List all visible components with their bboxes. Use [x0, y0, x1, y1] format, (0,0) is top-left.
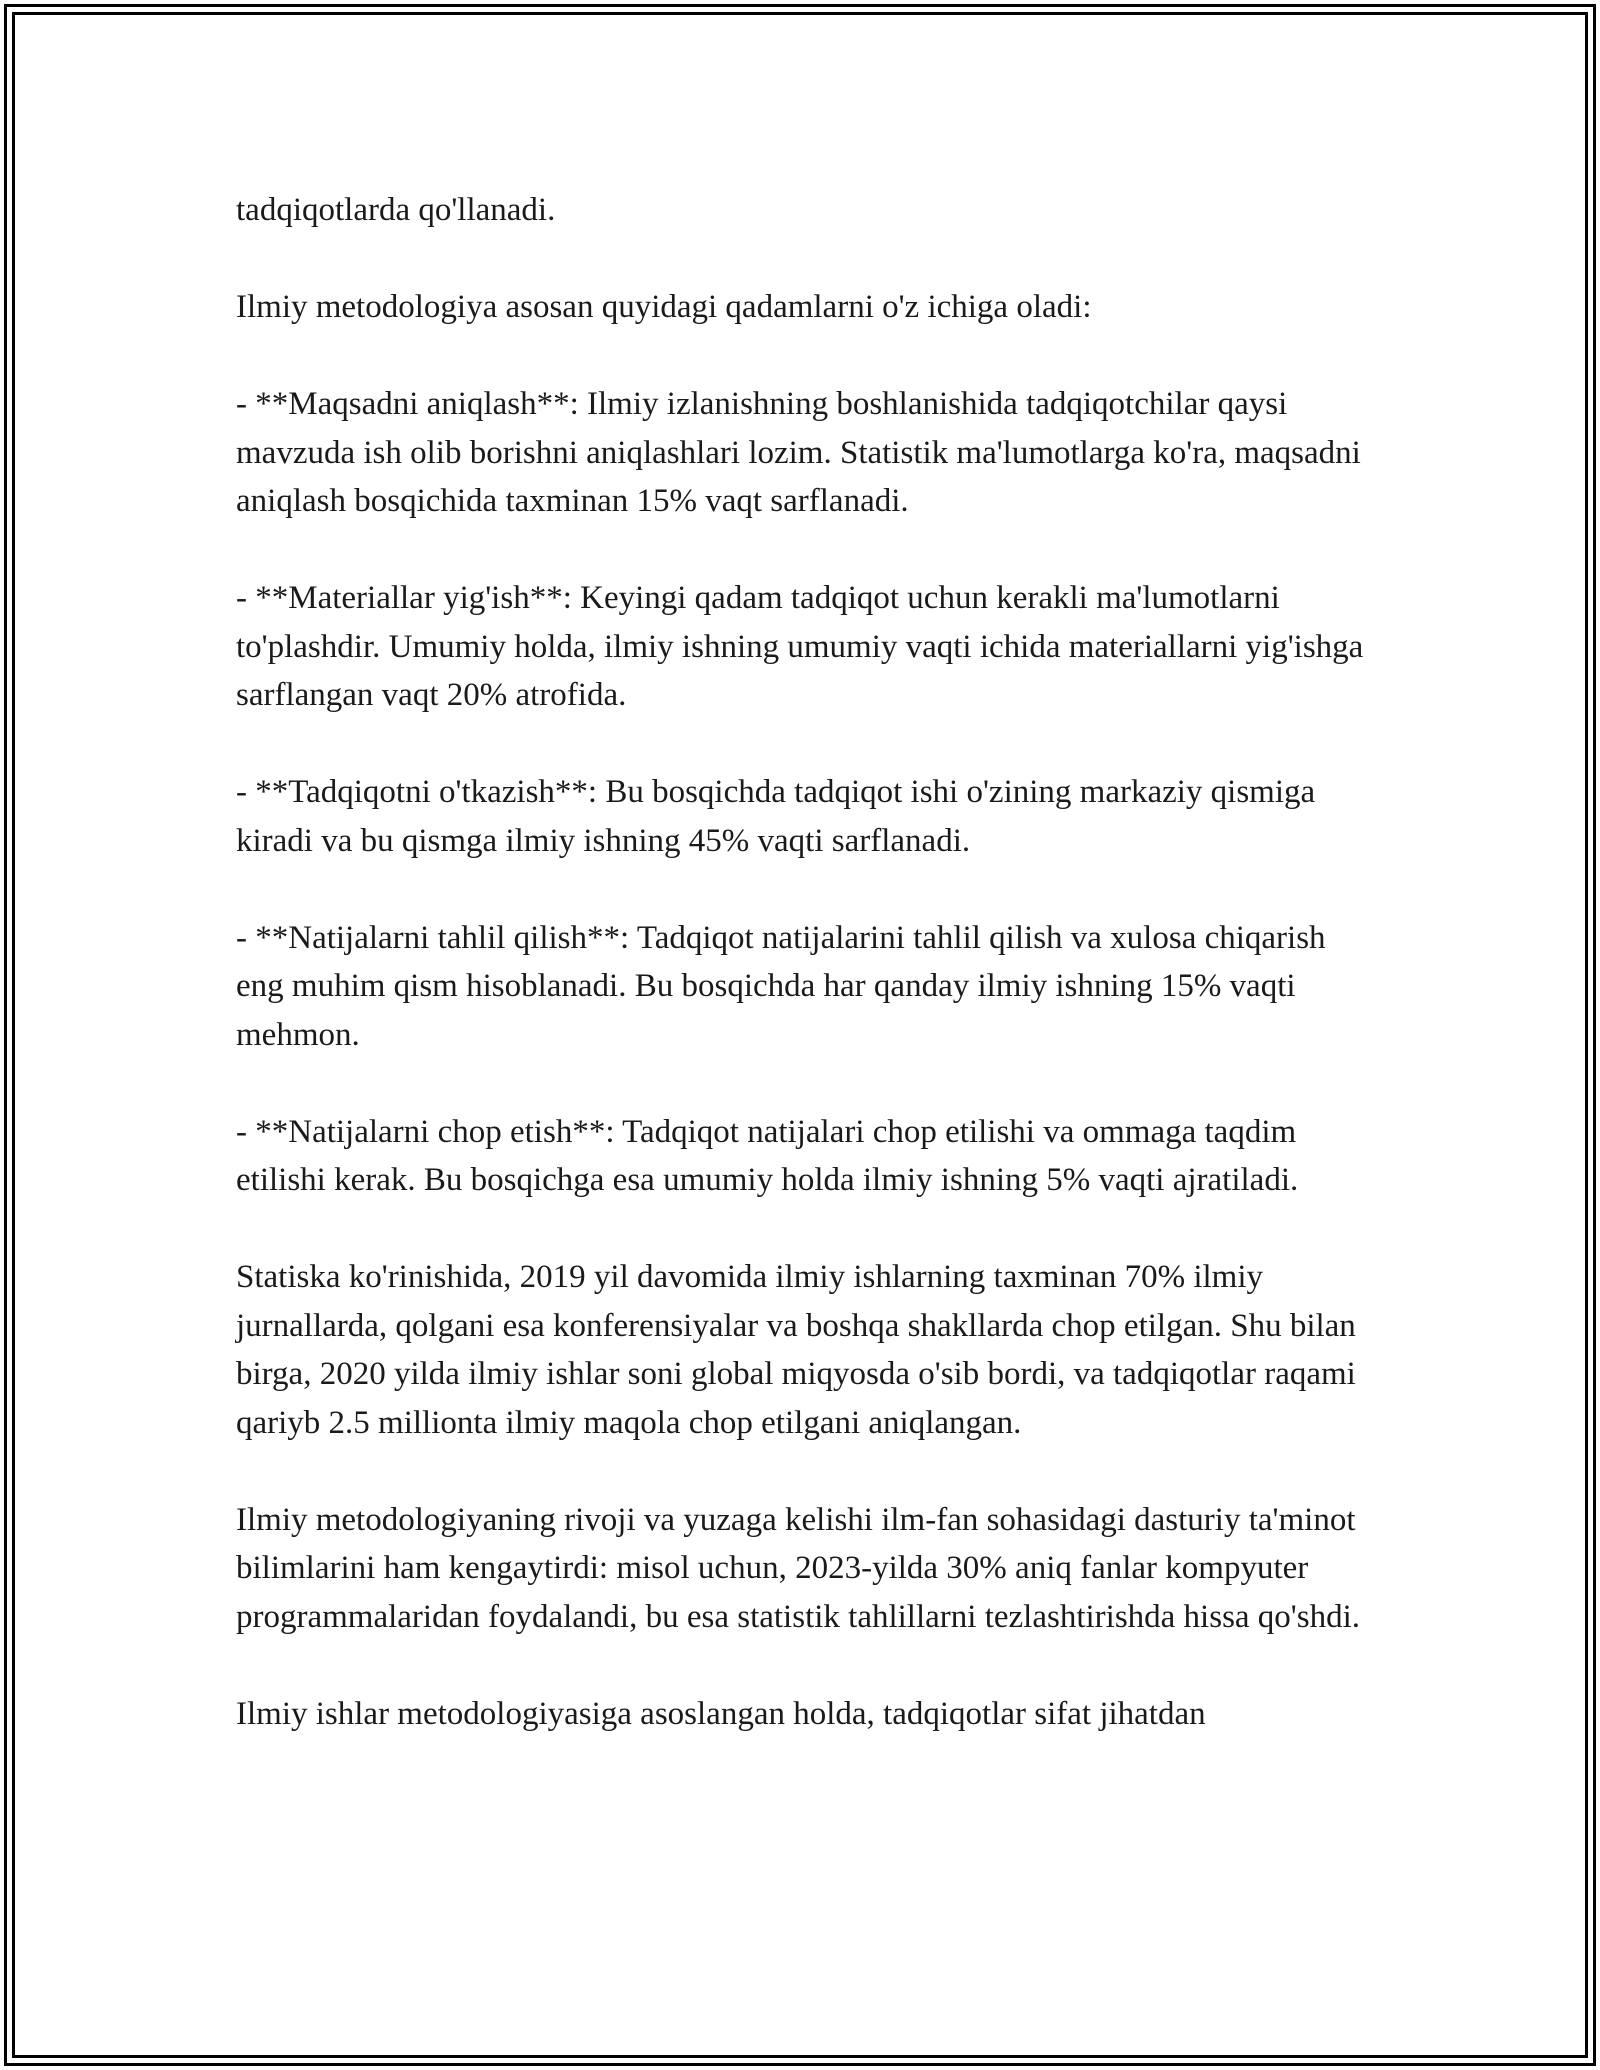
list-item-publishing: - **Natijalarni chop etish**: Tadqiqot natijalari chop etilishi va ommaga taqdim etilishi kerak. Bu bosqichga esa umumiy holda ilmiy ishning 5% vaqti ajratiladi. — [236, 1113, 1299, 1198]
paragraph-conclusion: Ilmiy ishlar metodologiyasiga asoslangan holda, tadqiqotlar sifat jihatdan — [236, 1695, 1206, 1732]
paragraph-statistics: Statiska ko'rinishida, 2019 yil davomida ilmiy ishlarning taxminan 70% ilmiy jurnallarda, qolgani esa konferensiyalar va boshqa shakllarda chop etilgan. Shu bilan birga, 2020 yilda ilmiy ishlar soni global miqyosda o'sib bordi, va tadqiqotlar raqami qariyb 2.5 millionta ilmiy maqola chop etilgani aniqlangan. — [236, 1259, 1356, 1441]
list-item-materials: - **Materiallar yig'ish**: Keyingi qadam tadqiqot uchun kerakli ma'lumotlarni to'plashdir. Umumiy holda, ilmiy ishning umumiy vaqti ichida materiallarni yig'ishga sarflangan vaqt 20% atrofida. — [236, 580, 1364, 713]
paragraph-intro: Ilmiy metodologiya asosan quyidagi qadamlarni o'z ichiga oladi: — [236, 289, 1092, 325]
list-item-goal: - **Maqsadni aniqlash**: Ilmiy izlanishning boshlanishida tadqiqotchilar qaysi mavzuda ish olib borishni aniqlashlari lozim. Statistik ma'lumotlarga ko'ra, maqsadni aniqlash bosqichida taxminan 15% vaqt sarflanadi. — [236, 386, 1361, 519]
list-item-analysis: - **Natijalarni tahlil qilish**: Tadqiqot natijalarini tahlil qilish va xulosa chiqarish eng muhim qism hisoblanadi. Bu bosqichda har qanday ilmiy ishning 15% vaqti mehmon. — [236, 919, 1326, 1053]
document-body — [236, 186, 1366, 1738]
paragraph-continuation: tadqiqotlarda qo'llanadi. — [236, 192, 556, 228]
list-item-research: - **Tadqiqotni o'tkazish**: Bu bosqichda tadqiqot ishi o'zining markaziy qismiga kiradi va bu qismga ilmiy ishning 45% vaqti sarflanadi. — [236, 774, 1316, 859]
paragraph-software: Ilmiy metodologiyaning rivoji va yuzaga kelishi ilm-fan sohasidagi dasturiy ta'minot bilimlarini ham kengaytirdi: misol uchun, 2023-yilda 30% aniq fanlar kompyuter programmalaridan foydalandi, bu esa statistik tahlillarni tezlashtirishda hissa qo'shdi. — [236, 1501, 1361, 1635]
